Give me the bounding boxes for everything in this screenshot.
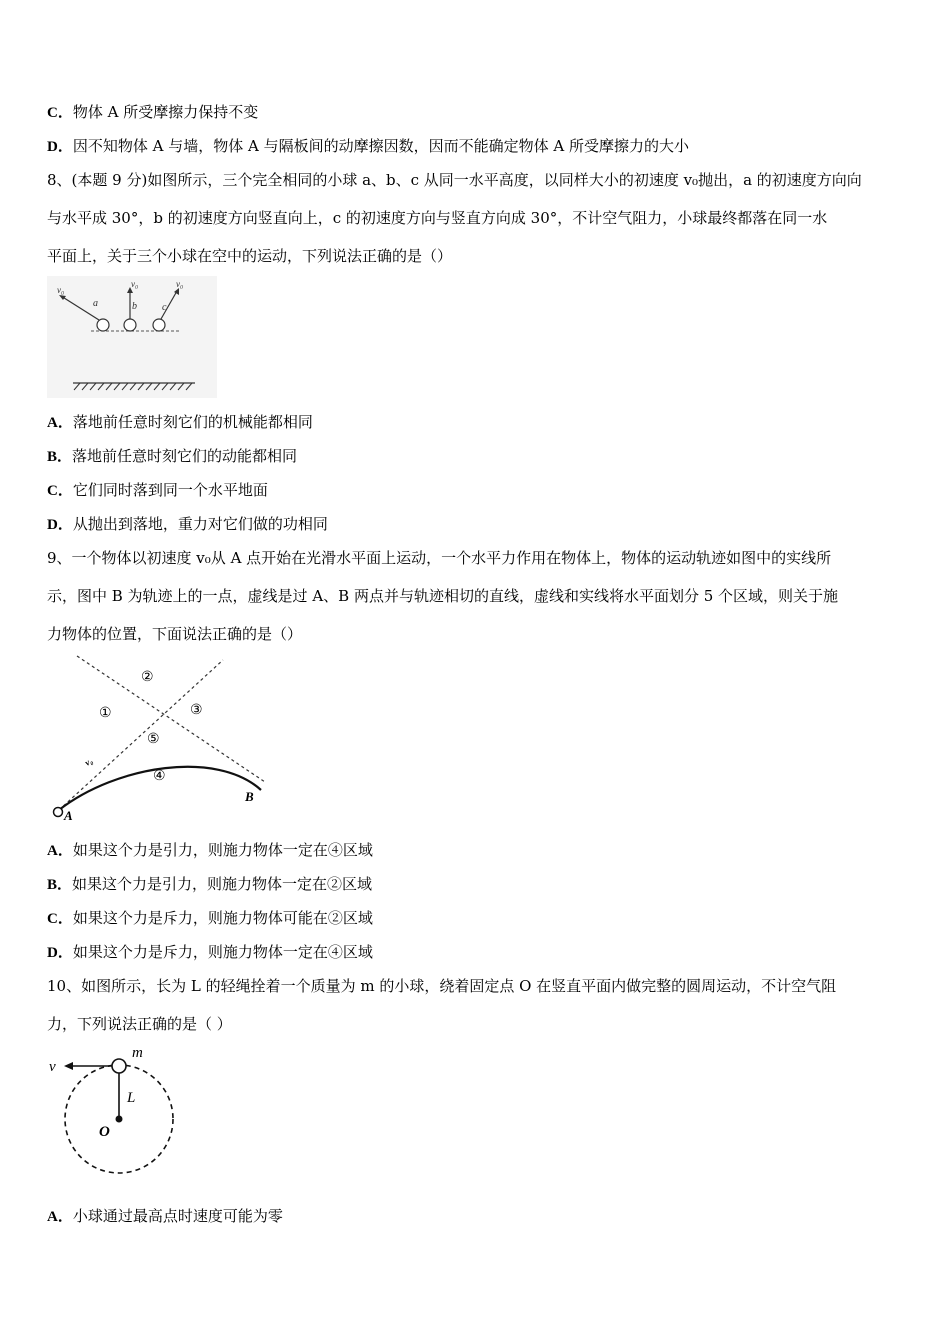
option-text: 它们同时落到同一个水平地面 (72, 481, 268, 499)
q8-option-c (47, 480, 268, 501)
q8-option-d (47, 514, 328, 535)
option-letter: B． (47, 449, 73, 465)
option-text: 物体 A 所受摩擦力保持不变 (72, 103, 259, 121)
q8-stem-line-2: 与水平成 30°，b 的初速度方向竖直向上，c 的初速度方向与竖直方向成 30°，不计空气阻力，小球最终都落在同一水 (47, 209, 828, 227)
o-label: O (99, 1124, 110, 1140)
q10-stem-line-1: 10、如图所示，长为 L 的轻绳拴着一个质量为 m 的小球，绕着固定点 O 在竖直平面内做完整的圆周运动，不计空气阻 (47, 977, 837, 995)
label-c: c (162, 302, 167, 313)
option-letter: C． (47, 105, 73, 121)
v0-label-a: v₀ (57, 285, 65, 295)
option-text: 落地前任意时刻它们的动能都相同 (72, 447, 298, 465)
ball-m (112, 1059, 126, 1073)
q9-figure (47, 650, 277, 825)
region-1: ① (99, 706, 112, 721)
option-text: 小球通过最高点时速度可能为零 (72, 1207, 283, 1225)
label-b: b (132, 301, 137, 312)
q8-option-a (47, 412, 313, 433)
ball-a (97, 319, 109, 331)
q9-stem-line-2: 示，图中 B 为轨迹上的一点，虚线是过 A、B 两点并与轨迹相切的直线，虚线和实线将水平面划分 5 个区域，则关于施 (47, 587, 839, 605)
q8-stem-line-1: 8、(本题 9 分)如图所示，三个完全相同的小球 a、b、c 从同一水平高度，以同样大小的初速度 v₀抛出，a 的初速度方向向 (47, 171, 862, 189)
q8-option-b (47, 446, 297, 467)
q8-figure (47, 276, 217, 398)
m-label: m (132, 1045, 143, 1061)
v0-label: v₀ (83, 755, 95, 768)
q9-stem-line-1: 9、一个物体以初速度 v₀从 A 点开始在光滑水平面上运动，一个水平力作用在物体上，物体的运动轨迹如图中的实线所 (47, 549, 832, 567)
q9-option-d (47, 942, 373, 963)
option-text: 如果这个力是斥力，则施力物体可能在②区域 (72, 909, 373, 927)
region-4: ④ (153, 769, 166, 784)
option-text: 落地前任意时刻它们的机械能都相同 (72, 413, 313, 431)
region-2: ② (141, 670, 154, 685)
option-letter: C． (47, 483, 73, 499)
v-label: v (49, 1059, 56, 1075)
label-a: a (93, 298, 98, 309)
point-a-label: A (64, 808, 73, 823)
q9-stem-line-3: 力物体的位置，下面说法正确的是（） (47, 625, 303, 643)
prev-option-d (47, 136, 689, 157)
l-label: L (127, 1090, 136, 1106)
prev-option-c (47, 102, 258, 123)
q9-option-b (47, 874, 372, 895)
option-text: 从抛出到落地，重力对它们做的功相同 (72, 515, 328, 533)
ball-c (153, 319, 165, 331)
option-text: 如果这个力是引力，则施力物体一定在②区域 (72, 875, 373, 893)
option-letter: A． (47, 415, 73, 431)
option-text: 因不知物体 A 与墙，物体 A 与隔板间的动摩擦因数，因而不能确定物体 A 所受摩擦力的大小 (72, 137, 689, 155)
q8-stem-line-3: 平面上，关于三个小球在空中的运动，下列说法正确的是（） (47, 247, 453, 265)
v0-label-b: v₀ (131, 279, 139, 289)
point-b-label: B (245, 789, 254, 804)
q9-option-c (47, 908, 373, 929)
option-letter: A． (47, 1209, 73, 1225)
option-letter: B． (47, 877, 73, 893)
point-a-marker (54, 808, 63, 817)
q10-figure (47, 1040, 187, 1180)
ball-b (124, 319, 136, 331)
option-text: 如果这个力是引力，则施力物体一定在④区域 (72, 841, 373, 859)
q10-stem-line-2: 力，下列说法正确的是（ ） (47, 1015, 232, 1033)
option-letter: A． (47, 843, 73, 859)
center-o-dot (116, 1116, 123, 1123)
option-letter: D． (47, 945, 73, 961)
region-5: ⑤ (147, 732, 160, 747)
q10-option-a (47, 1206, 283, 1227)
q9-option-a (47, 840, 373, 861)
option-letter: D． (47, 517, 73, 533)
region-3: ③ (190, 703, 203, 718)
v0-label-c: v₀ (176, 279, 184, 289)
option-text: 如果这个力是斥力，则施力物体一定在④区域 (72, 943, 373, 961)
option-letter: C． (47, 911, 73, 927)
option-letter: D． (47, 139, 73, 155)
